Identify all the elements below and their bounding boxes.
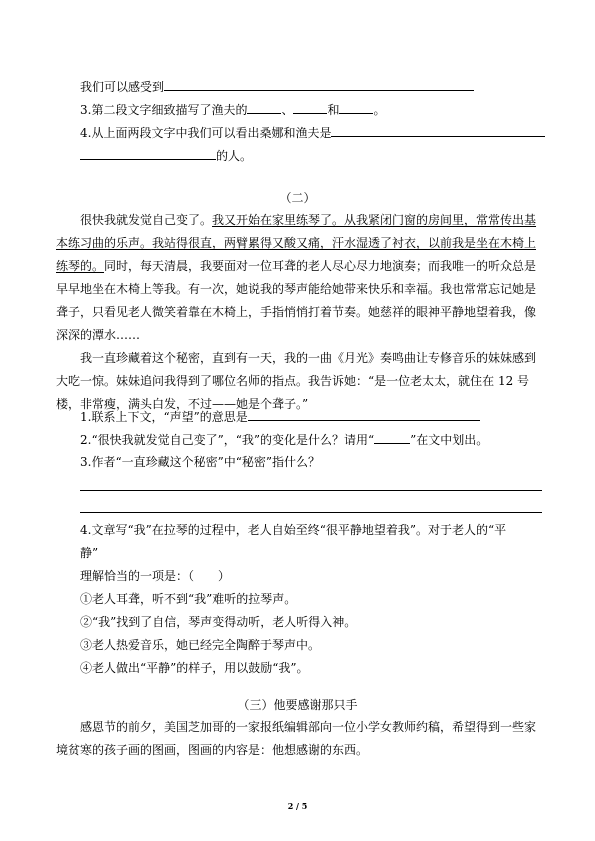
answer-blank[interactable] <box>248 408 480 421</box>
question-2 <box>80 431 488 448</box>
question-4-prompt: 理解恰当的一项是：（ ） <box>80 569 231 583</box>
prompt-text: 我们可以感受到 <box>80 80 165 94</box>
answer-blank[interactable] <box>339 101 373 114</box>
answer-line-feel <box>80 78 474 95</box>
answer-blank[interactable] <box>293 101 327 114</box>
underlined-text: 练琴的。 <box>56 259 105 273</box>
text-line <box>56 281 536 297</box>
question-1 <box>80 408 480 425</box>
answer-blank[interactable] <box>331 124 545 137</box>
passage-text: 大吃一惊。妹妹追问我得到了哪位名师的指点。我告诉她：“是一位老太太，就住在 12 号 <box>56 374 530 388</box>
text-line <box>80 719 536 735</box>
text-line <box>56 258 536 274</box>
text-line <box>56 327 140 343</box>
passage-text: ③老人热爱音乐，她已经完全陶醉于琴声中。 <box>80 638 321 652</box>
passage-text: 境贫寒的孩子画的图画，图画的内容是：他想感谢的东西。 <box>56 743 369 757</box>
passage-text: 很快我就发觉自己变了。 <box>80 213 213 227</box>
question-text: ”在文中划出。 <box>410 433 489 447</box>
text-line <box>56 373 529 389</box>
question-3 <box>80 101 386 118</box>
text-line <box>56 742 368 758</box>
passage-text: 早早地坐在木椅上等我。有一次，她说我的琴声能给她带来快乐和幸福。我也常常忘记她是 <box>56 282 537 296</box>
separator: 、 <box>281 103 294 117</box>
answer-line[interactable] <box>80 512 542 513</box>
page-number: 2 / 5 <box>287 801 308 811</box>
text-line <box>56 235 536 251</box>
text-line <box>80 614 356 630</box>
question-text: 的人。 <box>216 149 253 163</box>
passage-text: 深深的潭水…… <box>56 328 141 342</box>
question-text: 1.联系上下文，“声望”的意思是 <box>80 410 248 424</box>
text-line <box>80 591 296 607</box>
passage-text: 感恩节的前夕，美国芝加哥的一家报纸编辑部向一位小学女教师约稿，希望得到一些家 <box>80 720 537 734</box>
passage-text: ①老人耳聋，听不到“我”难听的拉琴声。 <box>80 592 297 606</box>
question-4-line2: 静” <box>80 546 99 560</box>
question-text: 2.“很快我就发觉自己变了”，“我”的变化是什么？请用“ <box>80 433 375 447</box>
question-text: 4.从上面两段文字中我们可以看出桑娜和渔夫是 <box>80 126 332 140</box>
answer-blank[interactable] <box>164 78 474 91</box>
text-line <box>56 304 536 320</box>
text-line <box>80 660 309 676</box>
passage-text: ④老人做出“平静”的样子，用以鼓励“我”。 <box>80 661 309 675</box>
question-4 <box>80 124 545 141</box>
text-line <box>80 212 536 228</box>
question-4-cont <box>80 147 252 164</box>
section-heading: （二） <box>279 191 316 205</box>
answer-line[interactable] <box>80 490 542 491</box>
text-line <box>80 637 320 653</box>
answer-blank[interactable] <box>80 147 216 160</box>
separator: 。 <box>373 103 386 117</box>
passage-text: 我一直珍藏着这个秘密，直到有一天，我的一曲《月光》奏鸣曲让专修音乐的妹妹感到 <box>80 351 537 365</box>
question-3-secret: 3.作者“一直珍藏这个秘密”中“秘密”指什么？ <box>80 455 320 469</box>
passage-text: ②“我”找到了自信，琴声变得动听，老人听得入神。 <box>80 615 357 629</box>
passage-text: 聋子，只看见老人微笑着靠在木椅上，手指悄悄打着节奏。她慈祥的眼神平静地望着我，像 <box>56 305 537 319</box>
answer-blank[interactable] <box>247 101 281 114</box>
text-line <box>80 350 536 366</box>
section-heading-3: （三）他要感谢那只手 <box>237 698 358 712</box>
question-text: 3.第二段文字细致描写了渔夫的 <box>80 103 248 117</box>
passage-text: 楼，非常瘦，满头白发，不过——她是个聋子。” <box>56 397 309 411</box>
underlined-text: 我又开始在家里练琴了。从我紧闭门窗的房间里，常常传出基 <box>212 213 537 227</box>
underline-sample <box>374 431 410 444</box>
question-4-line1: 4.文章写“我”在拉琴的过程中，老人自始至终“很平静地望着我”。对于老人的“平 <box>80 523 507 537</box>
separator: 和 <box>327 103 340 117</box>
underlined-text: 本练习曲的乐声。我站得很直，两臂累得又酸又痛，汗水湿透了衬衣，以前我是坐在木椅上 <box>56 236 537 250</box>
passage-text: 同时，每天清晨，我要面对一位耳聋的老人尽心尽力地演奏；而我唯一的听众总是 <box>104 259 537 273</box>
